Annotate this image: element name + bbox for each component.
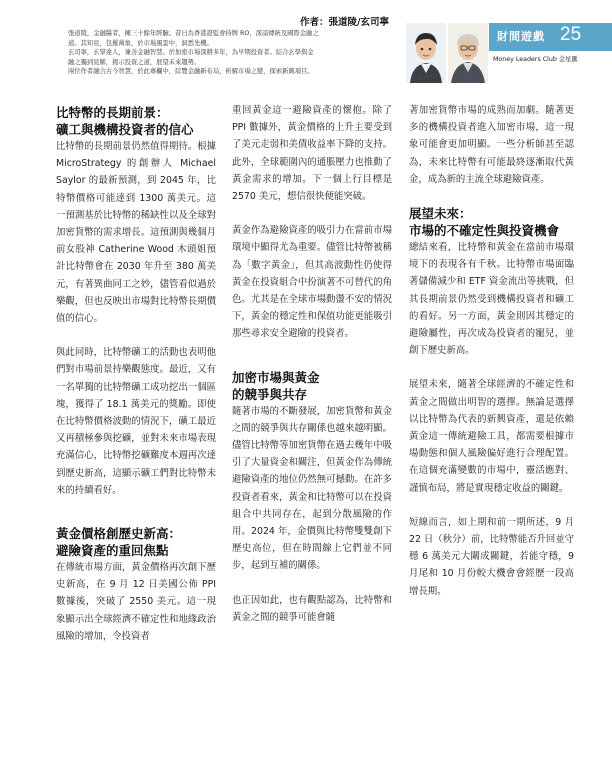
avatar: [448, 23, 488, 83]
heading-line: 市場的不確定性與投資機會: [409, 223, 560, 239]
avatar-label: 張道陵: [460, 75, 476, 81]
paragraph: 總結來看，比特幣和黃金在當前市場環境下的表現各有千秋。比特幣市場面臨著儲備減少和 ETF 資金流出等挑戰，但其長期前景仍然受到機構投資者和礦工的看好。另一方面，黃金則因其穩定的避險屬性，再次成為投資者的寵兒，並創下歷史新高。: [409, 242, 574, 357]
bio-line: 玄司寧，玄學達人，兼善金融智慧。於加密市場深耕多年，為早期投資者。結合玄學與金: [68, 49, 314, 57]
heading-line: 比特幣的長期前景：: [56, 105, 169, 120]
page-number: 25: [560, 24, 582, 45]
section-heading: [232, 369, 392, 403]
paragraph: 隨著市場的不斷發展，加密貨幣和黃金之間的競爭與共存關係也越來越明顯。儘管比特幣等加密貨幣在過去幾年中吸引了大量資金和關注，但黃金作為傳統避險資產的地位仍然無可撼動。在許多投資者看來，黃金和比特幣可以在投資組合中共同存在，起到分散風險的作用。2024 年，金價與比特幣雙雙創下歷史高位，但在時間線上它們並不同步，起到互補的關係。: [232, 405, 392, 572]
paragraph: 短線而言，如上期和前一期所述，9 月 22 日（秋分）前，比特幣能否升回並守穩 6 萬美元大關成關鍵，若能守穩，9 月尾和 10 月份較大機會會經歷一段高增長期。: [409, 516, 574, 597]
heading-line: 黃金價格創歷史新高：: [56, 526, 182, 542]
author-line: 作者：張道陵/玄司寧: [300, 17, 389, 28]
bio-line: 道。其知見，包羅萬象，於市場風雲中，洞悉先機。: [68, 39, 213, 47]
column-2: [232, 92, 392, 626]
paragraph: 展望未來，隨著全球經濟的不確定性和黃金之間做出明智的選擇。無論是選擇以比特幣為代表的新興資產，還是依賴黃金這一傳統避險工具，都需要根據市場動態和個人風險偏好進行合理配置。在這個充滿變數的市場中，靈活應對、謹慎布局，將是實現穩定收益的關鍵。: [409, 379, 574, 494]
paragraph: 著加密貨幣市場的成熟而加劇。隨著更多的機構投資者進入加密市場，這一現象可能會更加明顯。一些分析師甚至認為，未來比特幣有可能最終逐漸取代黃金，成為新的主流全球避險資產。: [409, 105, 574, 185]
avatar: [406, 23, 446, 83]
paragraph: 也正因如此，也有觀點認為，比特幣和黃金之間的競爭可能會隨: [232, 594, 392, 623]
paragraph: 在傳統市場方面，黃金價格再次創下歷史新高，在 9 月 12 日美國公佈 PPI 數據後，突破了 2550 美元。這一現象顯示出全球經濟不確定性和地緣政治風險的增加，令投資者: [56, 562, 216, 642]
heading-line: 礦工與機構投資者的信心: [56, 122, 194, 137]
section-heading: [409, 205, 574, 239]
author-bio: [68, 29, 406, 77]
heading-line: 展望未來：: [409, 206, 472, 222]
brand-subtitle: Money Leaders Club 金星匯: [493, 56, 578, 63]
section-brand-box: [489, 23, 612, 51]
heading-line: 的競爭與共存: [232, 386, 308, 402]
bio-line: 張道陵，金融醫者，擁三十餘年經驗。昔日為香港證監會持牌 RO，深諳傳統及國際金融之: [68, 30, 319, 37]
heading-line: 加密市場與黃金: [232, 369, 320, 385]
paragraph: 黃金作為避險資產的吸引力在當前市場環境中顯得尤為重要。儘管比特幣被稱為「數字黃金」，但其高波動性仍使得黃金在投資組合中扮演著不可替代的角色。尤其是在全球市場動盪不安的情況下，黃金的穩定性和保值功能更能吸引那些尋求安全避險的投資者。: [232, 225, 392, 340]
column-3: [409, 92, 574, 600]
bio-line: 融之獨到見解，揭示投資之道，展望未來趨勢。: [68, 58, 201, 66]
section-heading: [56, 525, 216, 559]
article-body: [0, 92, 612, 768]
author-avatars: [406, 23, 488, 83]
paragraph: 重回黃金這一避險資產的懷抱。除了 PPI 數據外，黃金價格的上升主要受到了美元走弱和美債收益率下降的支持。此外，全球範圍內的通脹壓力也推動了黃金需求的增加。下一個上行目標是 2570 美元，想信很快便能突破。: [232, 105, 392, 203]
section-title: 財間遊戲: [497, 30, 545, 43]
avatar-label: 玄司寧: [418, 75, 434, 81]
paragraph: 比特幣的長期前景仍然值得期待。根據 MicroStrategy 的創辦人 Michael Saylor 的最新預測，到 2045 年，比特幣價格可能達到 1300 萬美元。這一預測基於比特幣的稀缺性以及全球對加密貨幣的需求增長。這預測與幾個月前女股神 Catherine Wood 木頭姐預計比特幣會在 2030 年升至 380 萬美元，有著異曲同工之妙，儘管看似過於樂觀，但也反映出市場對比特幣長期價值的信心。: [56, 141, 216, 325]
bio-line: 兩位作者融合古今智慧，於此專欄中，綜覽金融新布局，析解市場之變，探索新興項目。: [68, 68, 314, 76]
page-header: [0, 0, 612, 92]
paragraph: 與此同時，比特幣礦工的活動也表明他們對市場前景持樂觀態度。最近，又有一名單獨的比特幣礦工成功挖出一個區塊，獲得了 18.1 萬美元的獎勵。即使在比特幣價格波動的情況下，礦工最近又再積極參與挖礦，並對未來市場表現充滿信心，比特幣挖礦難度本週再次達到歷史新高，這顯示礦工們對比特幣未來的持續看好。: [56, 347, 216, 496]
column-1: [56, 92, 216, 645]
heading-line: 避險資產的重回焦點: [56, 543, 169, 559]
section-heading: [56, 104, 216, 138]
